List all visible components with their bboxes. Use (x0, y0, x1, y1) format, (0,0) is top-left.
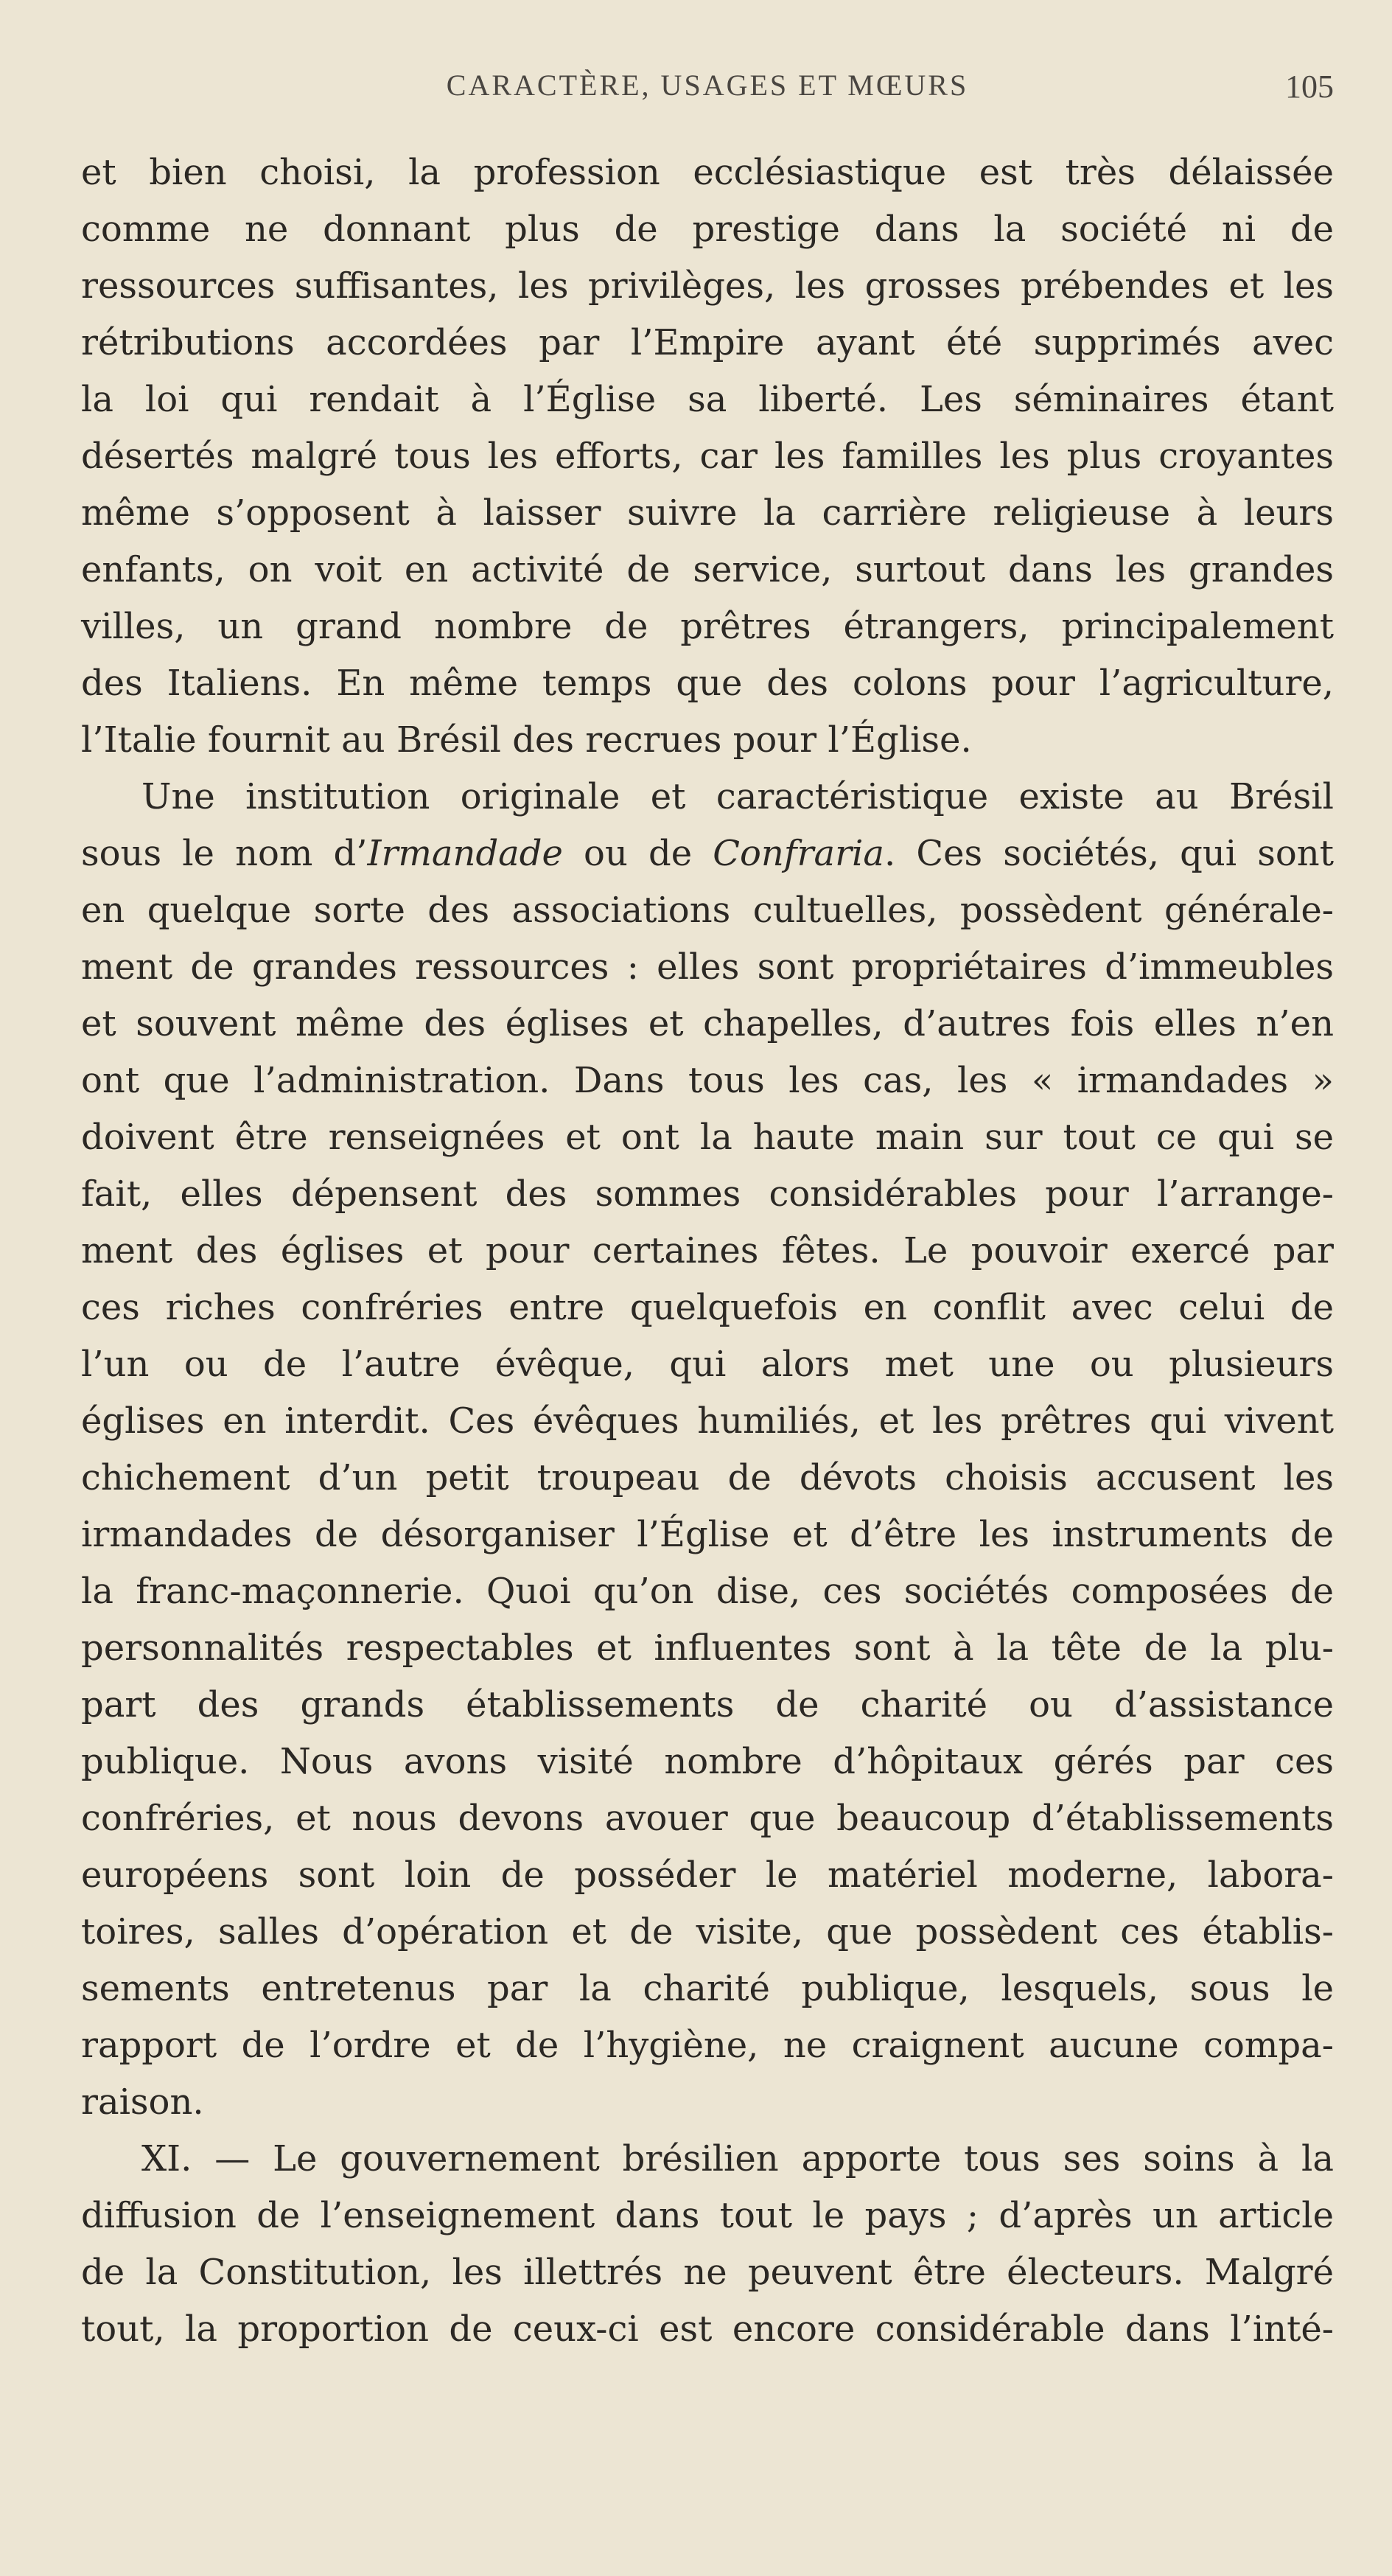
text-line: toires, salles d’opération et de visite, que possèdent ces établis- (81, 1911, 1334, 1952)
text-line: églises en interdit. Ces évêques humiliés, et les prêtres qui vivent (81, 1400, 1334, 1442)
text-segment: . Ces sociétés, qui sont (884, 833, 1334, 874)
text-line: part des grands établissements de charité ou d’assistance (81, 1684, 1334, 1725)
section-start-line: XI. — Le gouvernement brésilien apporte tous ses soins à la (141, 2138, 1334, 2179)
text-line: désertés malgré tous les efforts, car les familles les plus croyantes (81, 436, 1334, 477)
italic-term-irmandade: Irmandade (367, 833, 563, 874)
text-line: ont que l’administration. Dans tous les cas, les « irmandades » (81, 1060, 1334, 1101)
text-line: même s’opposent à laisser suivre la carrière religieuse à leurs (81, 492, 1334, 534)
text-segment: ou de (562, 833, 713, 874)
text-line: fait, elles dépensent des sommes considérables pour l’arrange- (81, 1173, 1334, 1215)
text-line-with-italics (81, 825, 1334, 882)
text-line: en quelque sorte des associations cultuelles, possèdent générale- (81, 890, 1334, 931)
text-line: personnalités respectables et influentes sont à la tête de la plu- (81, 1627, 1334, 1669)
text-line: doivent être renseignées et ont la haute main sur tout ce qui se (81, 1117, 1334, 1158)
text-line: l’un ou de l’autre évêque, qui alors met une ou plusieurs (81, 1344, 1334, 1385)
text-line: ces riches confréries entre quelquefois en conflit avec celui de (81, 1287, 1334, 1328)
text-line: et bien choisi, la profession ecclésiastique est très délaissée (81, 152, 1334, 193)
text-line: la loi qui rendait à l’Église sa liberté. Les séminaires étant (81, 379, 1334, 420)
text-line: publique. Nous avons visité nombre d’hôpitaux gérés par ces (81, 1741, 1334, 1782)
paragraph-start-line: Une institution originale et caractéristique existe au Brésil (141, 776, 1334, 817)
text-line: sements entretenus par la charité publique, lesquels, sous le (81, 1968, 1334, 2009)
text-line: comme ne donnant plus de prestige dans la société ni de (81, 209, 1334, 250)
text-segment: sous le nom d’ (81, 833, 368, 874)
paragraph-end-line: raison. (81, 2081, 204, 2123)
text-line: tout, la proportion de ceux-ci est encore considérable dans l’inté- (81, 2308, 1334, 2350)
text-line: confréries, et nous devons avouer que beaucoup d’établissements (81, 1798, 1334, 1839)
text-line: et souvent même des églises et chapelles, d’autres fois elles n’en (81, 1003, 1334, 1044)
page-number: 105 (1285, 69, 1334, 105)
paragraph-end-line: l’Italie fournit au Brésil des recrues pour l’Église. (81, 719, 972, 761)
body-text (81, 144, 1334, 2358)
text-line: villes, un grand nombre de prêtres étrangers, principalement (81, 606, 1334, 647)
text-line: la franc-maçonnerie. Quoi qu’on dise, ces sociétés composées de (81, 1571, 1334, 1612)
italic-term-confraria: Confraria (713, 833, 885, 874)
text-line: rétributions accordées par l’Empire ayant été supprimés avec (81, 322, 1334, 363)
text-line: ressources suffisantes, les privilèges, les grosses prébendes et les (81, 265, 1334, 307)
text-line: de la Constitution, les illettrés ne peuvent être électeurs. Malgré (81, 2252, 1334, 2293)
text-line: ment des églises et pour certaines fêtes. Le pouvoir exercé par (81, 1230, 1334, 1271)
text-line: européens sont loin de posséder le matériel moderne, labora- (81, 1854, 1334, 1896)
text-line: enfants, on voit en activité de service, surtout dans les grandes (81, 549, 1334, 590)
text-line: irmandades de désorganiser l’Église et d’être les instruments de (81, 1514, 1334, 1555)
text-line: des Italiens. En même temps que des colons pour l’agriculture, (81, 663, 1334, 704)
text-line: diffusion de l’enseignement dans tout le pays ; d’après un article (81, 2195, 1334, 2236)
text-line: ment de grandes ressources : elles sont propriétaires d’immeubles (81, 946, 1334, 988)
text-line: chichement d’un petit troupeau de dévots choisis accusent les (81, 1457, 1334, 1498)
text-line: rapport de l’ordre et de l’hygiène, ne craignent aucune compa- (81, 2025, 1334, 2066)
running-title: CARACTÈRE, USAGES ET MŒURS (446, 69, 969, 102)
running-head (81, 68, 1334, 112)
